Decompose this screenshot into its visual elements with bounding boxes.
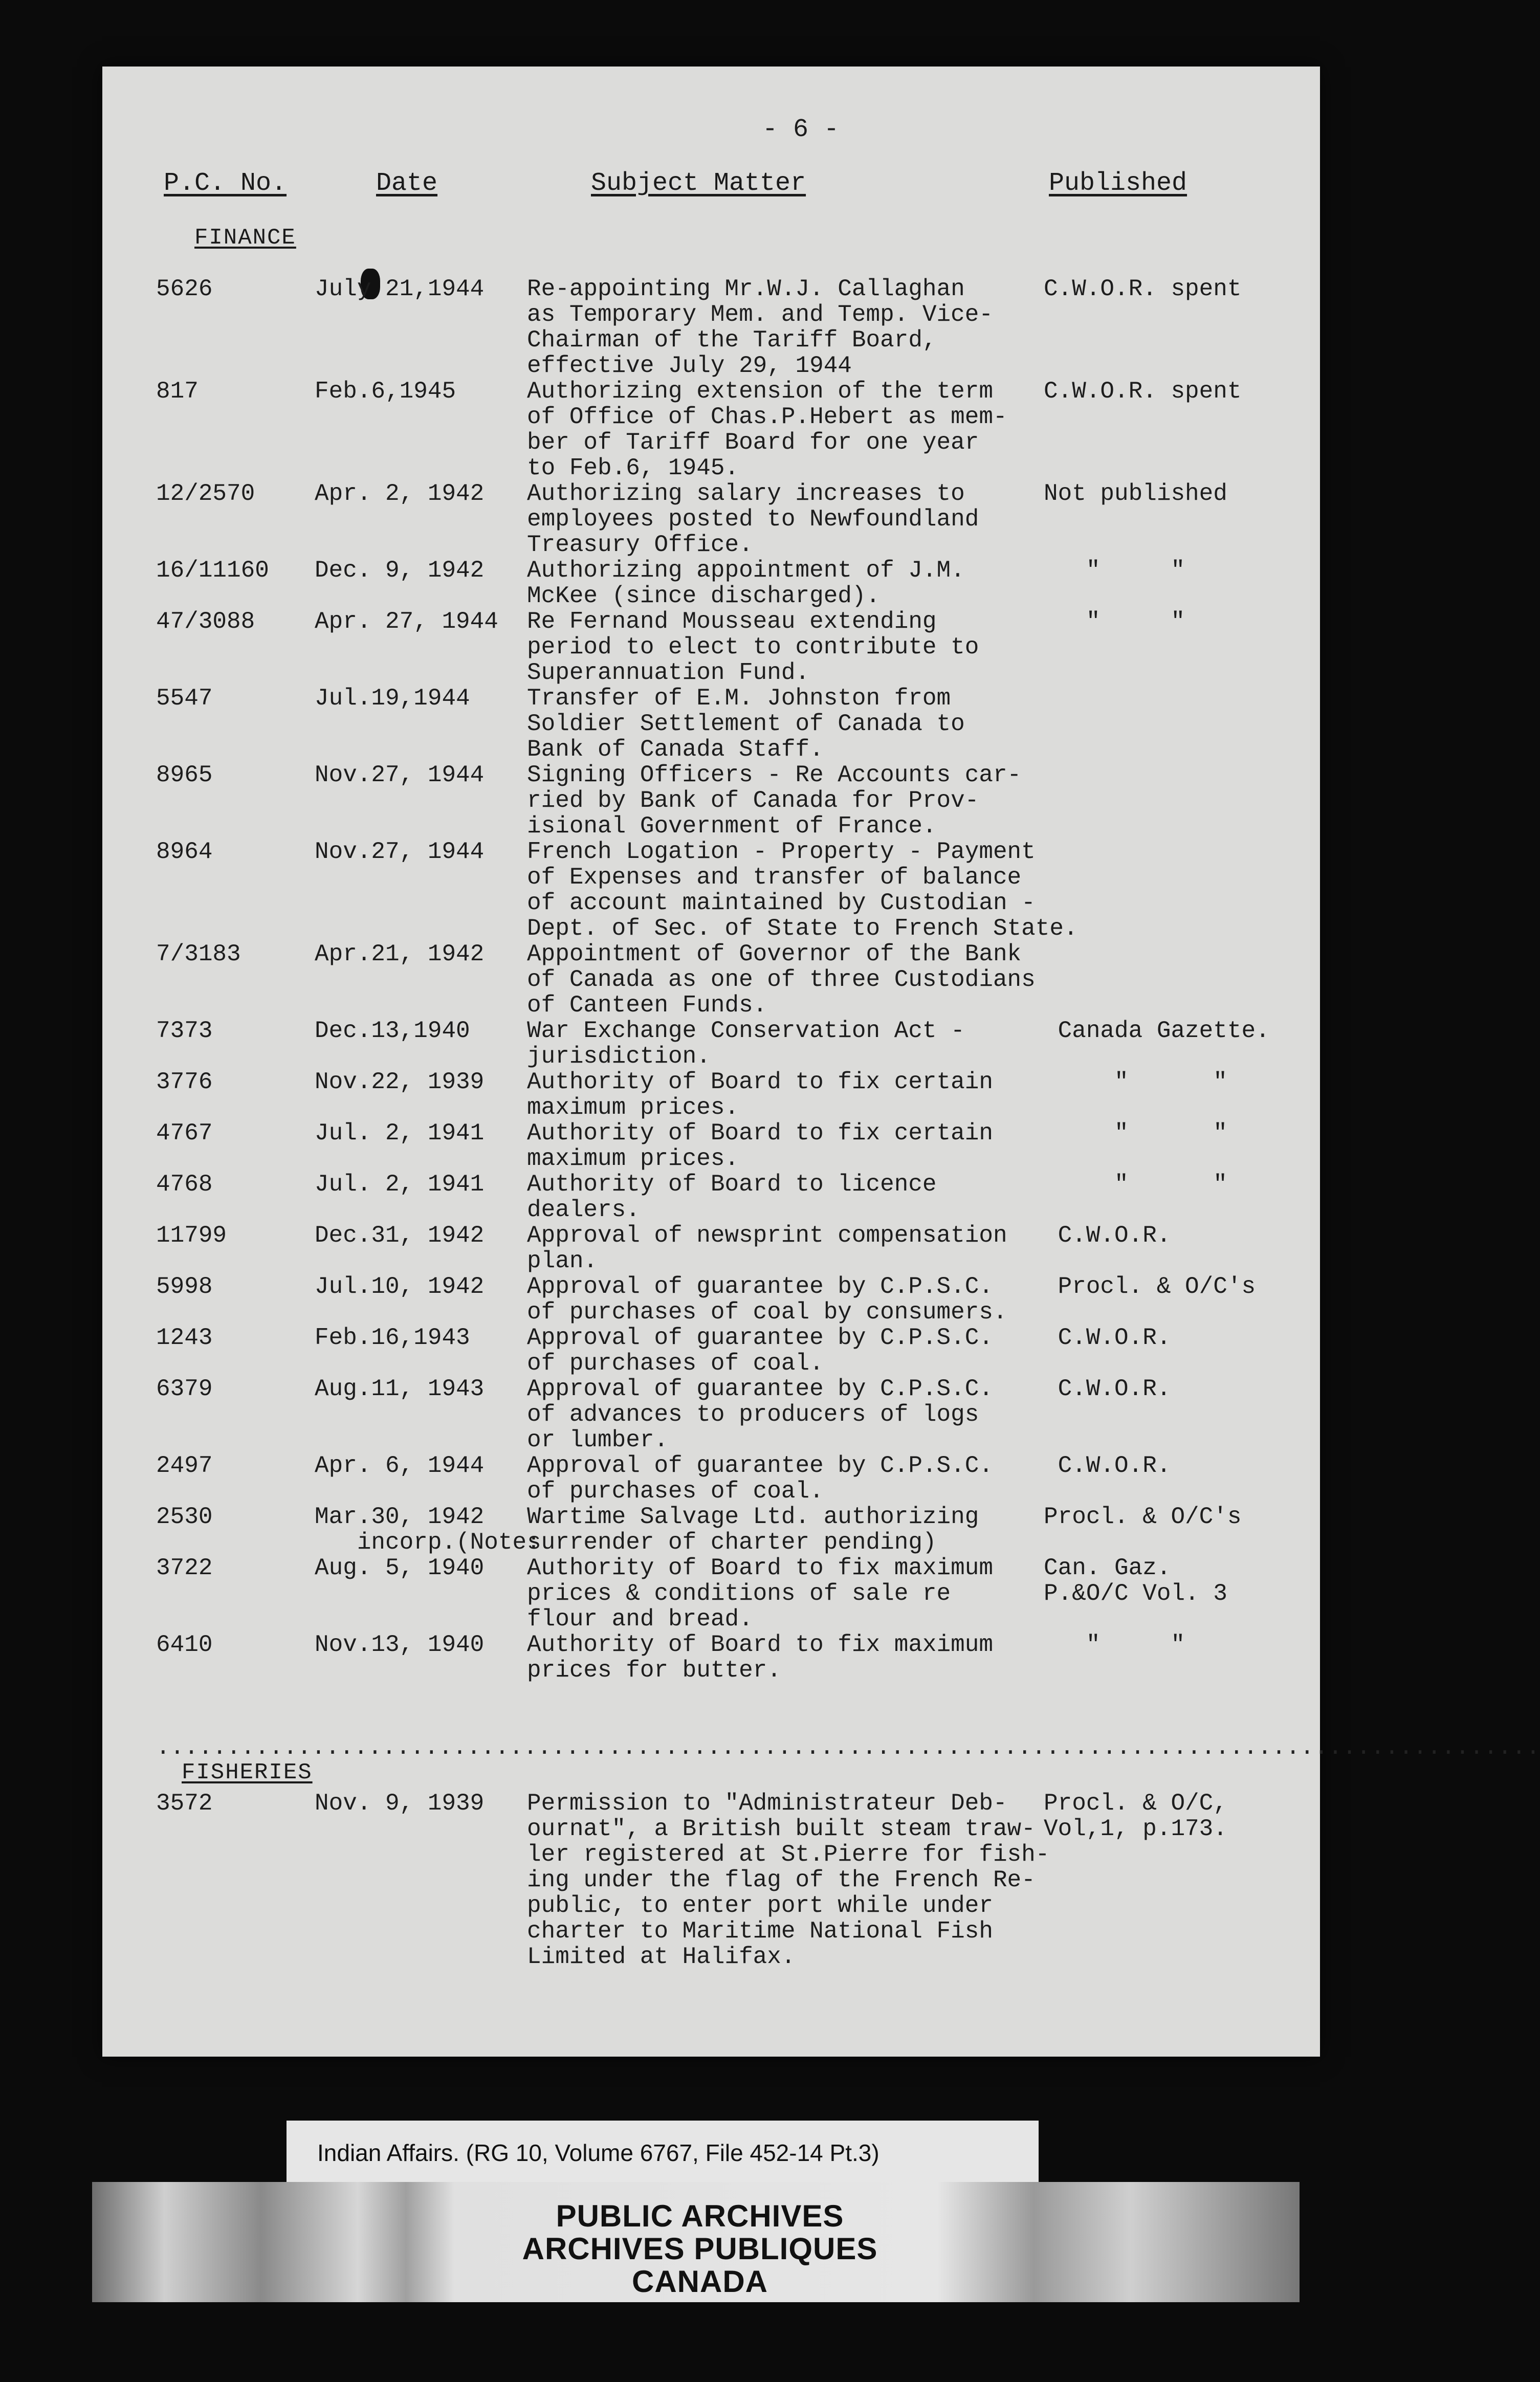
pc-number: 3572 xyxy=(156,1790,213,1817)
pc-number: 817 xyxy=(156,378,199,405)
published-status: Procl. & O/C's xyxy=(1044,1273,1256,1300)
published-status: " " xyxy=(1044,1120,1227,1146)
pc-number: 12/2570 xyxy=(156,480,255,507)
published-status: C.W.O.R. xyxy=(1044,1325,1171,1351)
pc-number: 6379 xyxy=(156,1376,213,1402)
subject-matter: War Exchange Conservation Act - jurisdiction. xyxy=(527,1018,965,1070)
subject-matter: Authorizing salary increases to employees posted to Newfoundland Treasury Office. xyxy=(527,480,979,558)
entry-date: Mar.30, 1942 incorp.(Note: xyxy=(315,1504,541,1556)
published-status: " " xyxy=(1044,557,1185,584)
pc-number: 3776 xyxy=(156,1069,213,1095)
pc-number: 1243 xyxy=(156,1325,213,1351)
pc-number: 5998 xyxy=(156,1273,213,1300)
published-status: C.W.O.R. xyxy=(1044,1452,1171,1479)
page-number: - 6 - xyxy=(762,115,840,144)
entry-date: Jul.10, 1942 xyxy=(315,1273,485,1300)
entry-date: Dec.13,1940 xyxy=(315,1018,470,1044)
subject-matter: Authority of Board to fix certain maximum prices. xyxy=(527,1120,993,1172)
section-fisheries: FISHERIES xyxy=(182,1760,313,1785)
section-finance: FINANCE xyxy=(194,225,296,251)
stamp-line-1: PUBLIC ARCHIVES xyxy=(556,2199,844,2233)
subject-matter: Appointment of Governor of the Bank of Canada as one of three Custodians of Canteen Funds. xyxy=(527,941,1036,1019)
subject-matter: Approval of guarantee by C.P.S.C. of purchases of coal. xyxy=(527,1325,993,1377)
published-status: Procl. & O/C's xyxy=(1044,1504,1242,1530)
entry-date: Feb.6,1945 xyxy=(315,378,456,405)
entry-date: Apr. 2, 1942 xyxy=(315,480,485,507)
header-pc-no: P.C. No. xyxy=(164,169,287,198)
entry-date: Nov.27, 1944 xyxy=(315,762,485,788)
published-status: C.W.O.R. xyxy=(1044,1376,1171,1402)
subject-matter: Re-appointing Mr.W.J. Callaghan as Temporary Mem. and Temp. Vice- Chairman of the Tariff Board, effective July 29, 1944 xyxy=(527,276,993,379)
published-status: " " xyxy=(1044,608,1185,635)
pc-number: 16/11160 xyxy=(156,557,269,584)
published-status: C.W.O.R. xyxy=(1044,1222,1171,1249)
subject-matter: Authority of Board to fix maximum prices & conditions of sale re flour and bread. xyxy=(527,1555,993,1633)
pc-number: 47/3088 xyxy=(156,608,255,635)
published-status: " " xyxy=(1044,1631,1185,1658)
entry-date: Feb.16,1943 xyxy=(315,1325,470,1351)
subject-matter: Authority of Board to fix certain maximum prices. xyxy=(527,1069,993,1121)
archive-reference-label: Indian Affairs. (RG 10, Volume 6767, File 452-14 Pt.3) xyxy=(287,2121,1039,2185)
published-status: Canada Gazette. xyxy=(1044,1018,1270,1044)
published-status: C.W.O.R. spent xyxy=(1044,276,1242,302)
stamp-line-3: CANADA xyxy=(632,2264,768,2299)
header-date: Date xyxy=(376,169,438,198)
archive-stamp xyxy=(0,2200,1400,2298)
entry-date: Jul.19,1944 xyxy=(315,685,470,712)
entry-date: Nov.22, 1939 xyxy=(315,1069,485,1095)
entry-date: Nov.27, 1944 xyxy=(315,839,485,865)
pc-number: 4768 xyxy=(156,1171,213,1198)
pc-number: 8964 xyxy=(156,839,213,865)
subject-matter: Authorizing appointment of J.M. McKee (since discharged). xyxy=(527,557,965,609)
entry-date: July 21,1944 xyxy=(315,276,485,302)
entry-date: Jul. 2, 1941 xyxy=(315,1120,485,1146)
pc-number: 2530 xyxy=(156,1504,213,1530)
pc-number: 8965 xyxy=(156,762,213,788)
published-status: Not published xyxy=(1044,480,1227,507)
pc-number: 2497 xyxy=(156,1452,213,1479)
published-status: " " xyxy=(1044,1171,1227,1198)
entry-date: Jul. 2, 1941 xyxy=(315,1171,485,1198)
pc-number: 4767 xyxy=(156,1120,213,1146)
pc-number: 7373 xyxy=(156,1018,213,1044)
subject-matter: Approval of guarantee by C.P.S.C. of advances to producers of logs or lumber. xyxy=(527,1376,993,1453)
pc-number: 11799 xyxy=(156,1222,227,1249)
subject-matter: Re Fernand Mousseau extending period to elect to contribute to Superannuation Fund. xyxy=(527,608,979,686)
subject-matter: Signing Officers - Re Accounts car- ried by Bank of Canada for Prov- isional Government of France. xyxy=(527,762,1022,840)
published-status: C.W.O.R. spent xyxy=(1044,378,1242,405)
subject-matter: Permission to "Administrateur Deb- ournat", a British built steam traw- ler registered at St.Pierre for fish- ing under the flag of the French Re- public, to enter port while under charter to Maritime National Fish Limited at Halifax. xyxy=(527,1790,1050,1970)
pc-number: 6410 xyxy=(156,1631,213,1658)
subject-matter: Approval of newsprint compensation plan. xyxy=(527,1222,1007,1274)
entry-date: Apr.21, 1942 xyxy=(315,941,485,967)
subject-matter: Authority of Board to fix maximum prices for butter. xyxy=(527,1631,993,1684)
subject-matter: Transfer of E.M. Johnston from Soldier Settlement of Canada to Bank of Canada Staff. xyxy=(527,685,965,763)
header-published: Published xyxy=(1049,169,1187,198)
document-page xyxy=(102,67,1540,2057)
pc-number: 3722 xyxy=(156,1555,213,1581)
subject-matter: Wartime Salvage Ltd. authorizing surrender of charter pending) xyxy=(527,1504,979,1556)
separator-dots: .................................................................................................. xyxy=(156,1734,1540,1761)
pc-number: 5626 xyxy=(156,276,213,302)
stamp-line-2: ARCHIVES PUBLIQUES xyxy=(522,2232,878,2266)
entry-date: Dec.31, 1942 xyxy=(315,1222,485,1249)
published-status: Can. Gaz. P.&O/C Vol. 3 xyxy=(1044,1555,1227,1607)
entry-date: Nov.13, 1940 xyxy=(315,1631,485,1658)
published-status: " " xyxy=(1044,1069,1227,1095)
entry-date: Apr. 6, 1944 xyxy=(315,1452,485,1479)
header-subject: Subject Matter xyxy=(591,169,806,198)
subject-matter: Approval of guarantee by C.P.S.C. of purchases of coal. xyxy=(527,1452,993,1505)
subject-matter: Authority of Board to licence dealers. xyxy=(527,1171,937,1223)
subject-matter: Approval of guarantee by C.P.S.C. of purchases of coal by consumers. xyxy=(527,1273,1007,1326)
subject-matter: French Logation - Property - Payment of Expenses and transfer of balance of account maintained by Custodian - Dept. of Sec. of State to French State. xyxy=(527,839,1078,942)
subject-matter: Authorizing extension of the term of Office of Chas.P.Hebert as mem- ber of Tariff Board for one year to Feb.6, 1945. xyxy=(527,378,1007,481)
entry-date: Aug. 5, 1940 xyxy=(315,1555,485,1581)
entry-date: Nov. 9, 1939 xyxy=(315,1790,485,1817)
pc-number: 7/3183 xyxy=(156,941,241,967)
pc-number: 5547 xyxy=(156,685,213,712)
entry-date: Aug.11, 1943 xyxy=(315,1376,485,1402)
entry-date: Apr. 27, 1944 xyxy=(315,608,498,635)
entry-date: Dec. 9, 1942 xyxy=(315,557,485,584)
published-status: Procl. & O/C, Vol,1, p.173. xyxy=(1044,1790,1227,1842)
